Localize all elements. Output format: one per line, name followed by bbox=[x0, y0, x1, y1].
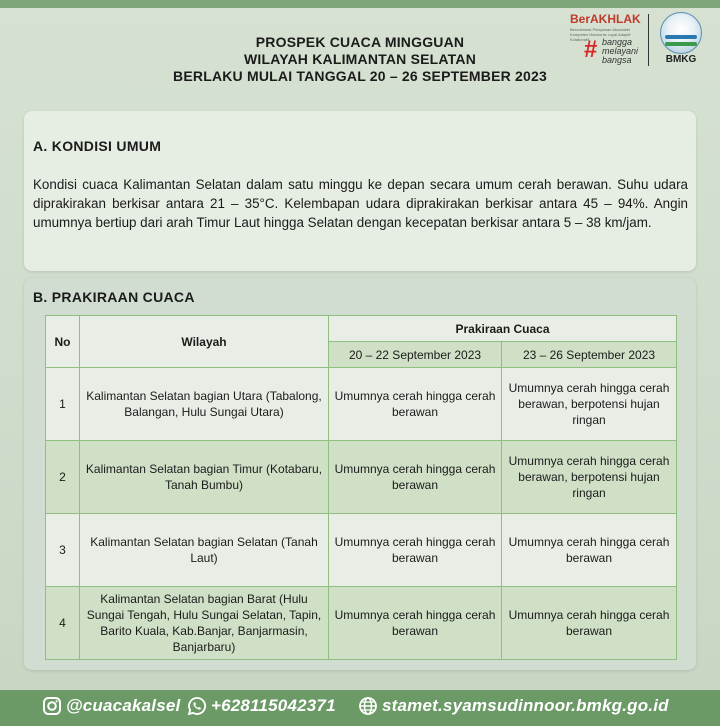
general-conditions-card bbox=[24, 111, 696, 271]
table-row bbox=[46, 441, 677, 514]
berakhlak-subtitle: Berorientasi Pelayanan Akuntabel Kompeten Harmonis Loyal Adaptif Kolaboratif bbox=[570, 27, 631, 42]
top-stripe bbox=[0, 0, 720, 8]
title-line-3: BERLAKU MULAI TANGGAL 20 – 26 SEPTEMBER 2023 bbox=[173, 68, 547, 84]
row-period-2: Umumnya cerah hingga cerah berawan bbox=[502, 587, 677, 660]
bmkg-label: BMKG bbox=[665, 54, 697, 65]
website-url: stamet.syamsudinnoor.bmkg.go.id bbox=[382, 696, 669, 715]
row-period-2: Umumnya cerah hingga cerah berawan, berpotensi hujan ringan bbox=[502, 368, 677, 441]
whatsapp-number: +628115042371 bbox=[211, 696, 336, 715]
row-period-1: Umumnya cerah hingga cerah berawan bbox=[329, 441, 502, 514]
contact-footer bbox=[0, 690, 720, 726]
row-no: 1 bbox=[46, 368, 80, 441]
globe-icon bbox=[358, 696, 378, 716]
row-no: 3 bbox=[46, 514, 80, 587]
whatsapp-link[interactable] bbox=[187, 696, 336, 716]
section-a-text: Kondisi cuaca Kalimantan Selatan dalam satu minggu ke depan secara umum cerah berawan. Suhu udara diprakirakan berkisar antara 21 – 35°C. Kelembapan udara diprakirakan berkisar antara 45 – 94%. Angin umumnya bertiup dari arah Timur Laut hingga Selatan dengan kecepatan berkisar antara 5 – 38 km/jam. bbox=[33, 177, 688, 230]
row-period-2: Umumnya cerah hingga cerah berawan bbox=[502, 514, 677, 587]
forecast-table bbox=[45, 315, 677, 660]
instagram-icon bbox=[42, 696, 62, 716]
col-no-header: No bbox=[46, 316, 80, 368]
forecast-card bbox=[24, 278, 696, 670]
col-wilayah-header: Wilayah bbox=[80, 316, 329, 368]
instagram-handle: @cuacakalsel bbox=[66, 696, 181, 715]
period-1-header: 20 – 22 September 2023 bbox=[329, 342, 502, 368]
row-wilayah: Kalimantan Selatan bagian Utara (Tabalong, Balangan, Hulu Sungai Utara) bbox=[80, 368, 329, 441]
row-wilayah: Kalimantan Selatan bagian Barat (Hulu Sungai Tengah, Hulu Sungai Selatan, Tapin, Barito Kuala, Kab.Banjar, Banjarmasin, Banjarbaru) bbox=[80, 587, 329, 660]
table-row bbox=[46, 587, 677, 660]
hash-icon: # bbox=[584, 36, 598, 63]
table-row bbox=[46, 368, 677, 441]
berakhlak-title: BerAKHLAK bbox=[570, 12, 641, 26]
page-title bbox=[0, 34, 720, 85]
section-b-title: B. PRAKIRAAN CUACA bbox=[33, 289, 195, 305]
section-a-title: A. KONDISI UMUM bbox=[33, 138, 162, 154]
row-period-1: Umumnya cerah hingga cerah berawan bbox=[329, 368, 502, 441]
whatsapp-icon bbox=[187, 696, 207, 716]
row-period-1: Umumnya cerah hingga cerah berawan bbox=[329, 514, 502, 587]
website-link[interactable] bbox=[358, 696, 669, 716]
row-wilayah: Kalimantan Selatan bagian Timur (Kotabaru, Tanah Bumbu) bbox=[80, 441, 329, 514]
row-no: 4 bbox=[46, 587, 80, 660]
row-no: 2 bbox=[46, 441, 80, 514]
berakhlak-tagline: bangga melayani bangsa bbox=[602, 37, 639, 65]
col-prakiraan-header: Prakiraan Cuaca bbox=[329, 316, 677, 342]
table-row bbox=[46, 514, 677, 587]
instagram-link[interactable] bbox=[42, 696, 180, 716]
row-wilayah: Kalimantan Selatan bagian Selatan (Tanah Laut) bbox=[80, 514, 329, 587]
title-line-2: WILAYAH KALIMANTAN SELATAN bbox=[243, 51, 477, 67]
row-period-1: Umumnya cerah hingga cerah berawan bbox=[329, 587, 502, 660]
title-line-1: PROSPEK CUACA MINGGUAN bbox=[255, 34, 465, 50]
period-2-header: 23 – 26 September 2023 bbox=[502, 342, 677, 368]
row-period-2: Umumnya cerah hingga cerah berawan, berpotensi hujan ringan bbox=[502, 441, 677, 514]
